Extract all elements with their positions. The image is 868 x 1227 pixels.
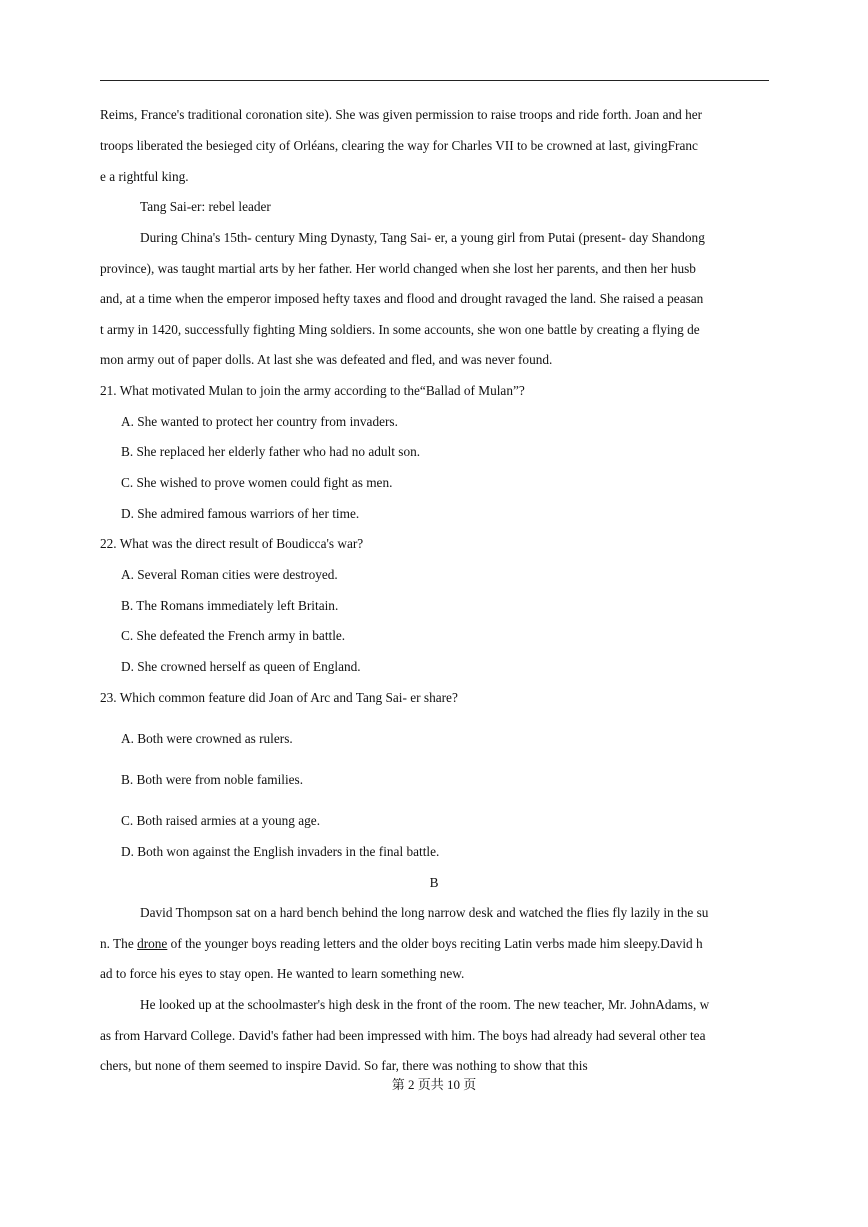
text-segment: of the younger boys reading letters and the older boys reciting Latin verbs made him sleepy.David h — [167, 936, 703, 951]
question-stem: 23. Which common feature did Joan of Arc and Tang Sai- er share? — [100, 690, 458, 705]
passage-line: and, at a time when the emperor imposed hefty taxes and flood and drought ravaged the land. She raised a peasan — [100, 291, 704, 306]
answer-option: D. She admired famous warriors of her time. — [121, 506, 360, 521]
passage-line: chers, but none of them seemed to inspire David. So far, there was nothing to show that this — [100, 1058, 588, 1073]
question-stem: 22. What was the direct result of Boudicca's war? — [100, 536, 364, 551]
answer-option: A. She wanted to protect her country from invaders. — [121, 414, 398, 429]
answer-option: B. She replaced her elderly father who had no adult son. — [121, 444, 421, 459]
section-heading: Tang Sai-er: rebel leader — [140, 199, 271, 214]
passage-line: t army in 1420, successfully fighting Ming soldiers. In some accounts, she won one battle by creating a flying de — [100, 322, 700, 337]
passage-line: David Thompson sat on a hard bench behind the long narrow desk and watched the flies fly lazily in the su — [140, 905, 709, 920]
answer-option: D. Both won against the English invaders in the final battle. — [121, 844, 440, 859]
passage-line: province), was taught martial arts by her father. Her world changed when she lost her parents, and then her husb — [100, 261, 696, 276]
answer-option: A. Several Roman cities were destroyed. — [121, 567, 338, 582]
passage-line: troops liberated the besieged city of Orléans, clearing the way for Charles VII to be crowned at last, givingFranc — [100, 138, 698, 153]
passage-line: Reims, France's traditional coronation site). She was given permission to raise troops and ride forth. Joan and her — [100, 107, 703, 122]
answer-option: C. She wished to prove women could fight as men. — [121, 475, 393, 490]
passage-line — [100, 936, 703, 952]
passage-line: He looked up at the schoolmaster's high desk in the front of the room. The new teacher, Mr. JohnAdams, w — [140, 997, 710, 1012]
answer-option: B. The Romans immediately left Britain. — [121, 598, 339, 613]
passage-line: e a rightful king. — [100, 169, 189, 184]
answer-option: D. She crowned herself as queen of England. — [121, 659, 361, 674]
passage-line: ad to force his eyes to stay open. He wanted to learn something new. — [100, 966, 465, 981]
answer-option: A. Both were crowned as rulers. — [121, 731, 293, 746]
underlined-word: drone — [137, 936, 168, 951]
passage-line: During China's 15th- century Ming Dynasty, Tang Sai- er, a young girl from Putai (present- day Shandong — [140, 230, 705, 245]
answer-option: B. Both were from noble families. — [121, 772, 304, 787]
passage-line: mon army out of paper dolls. At last she was defeated and fled, and was never found. — [100, 352, 553, 367]
question-stem: 21. What motivated Mulan to join the army according to the“Ballad of Mulan”? — [100, 383, 525, 398]
answer-option: C. Both raised armies at a young age. — [121, 813, 321, 828]
answer-option: C. She defeated the French army in battle. — [121, 628, 346, 643]
section-label: B — [429, 875, 439, 890]
page-footer: 第 2 页共 10 页 — [391, 1077, 477, 1092]
text-segment: n. The — [100, 936, 138, 951]
passage-line: as from Harvard College. David's father had been impressed with him. The boys had already had several other tea — [100, 1028, 706, 1043]
header-rule — [100, 80, 769, 81]
